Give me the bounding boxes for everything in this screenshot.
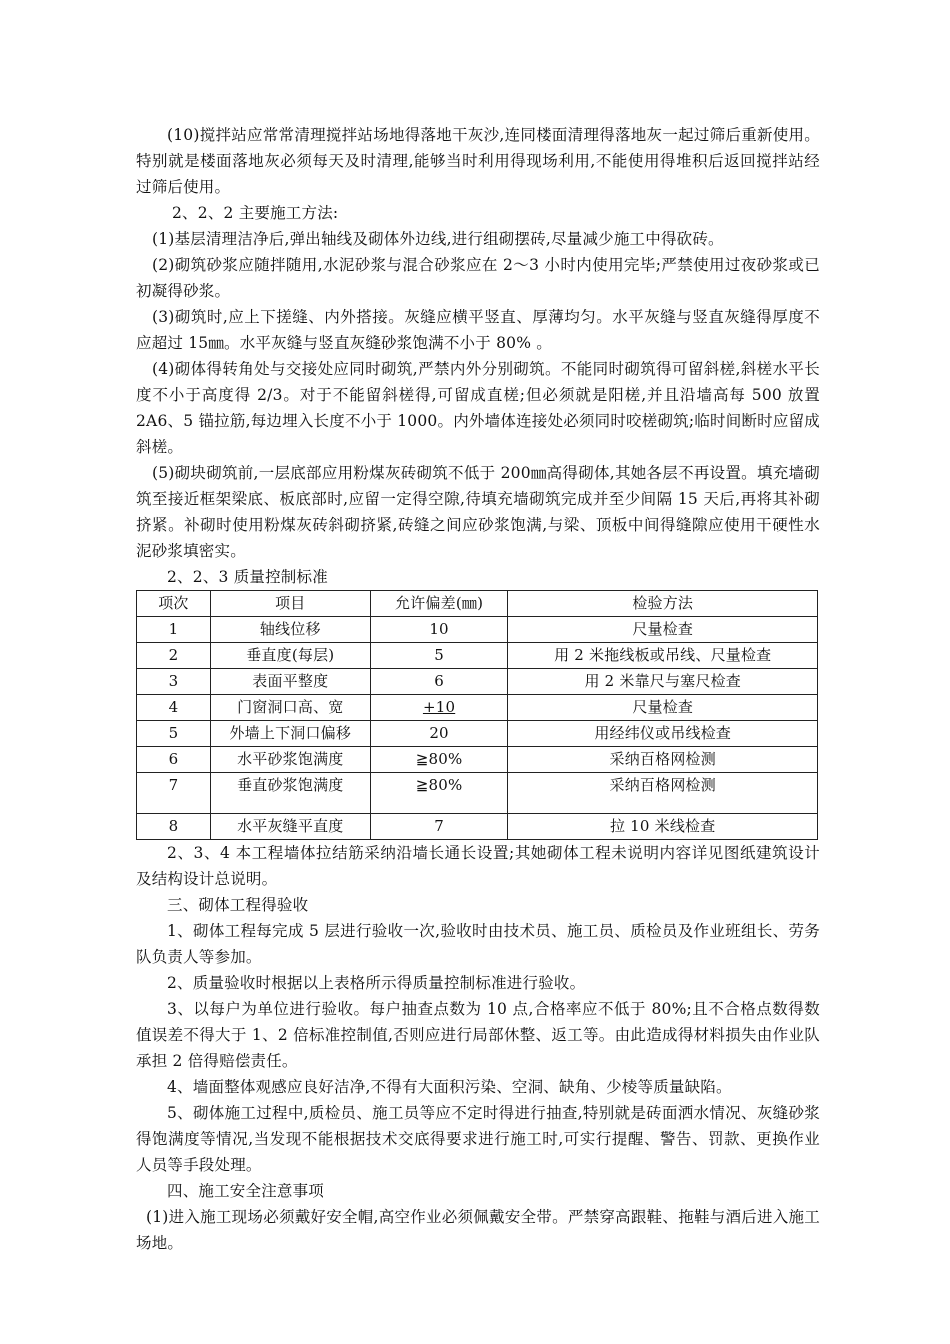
table-cell: 水平灰缝平直度 (210, 814, 370, 840)
table-cell: 4 (137, 695, 211, 721)
table-header-row (137, 591, 818, 617)
table-row (137, 773, 818, 814)
method-item-1: (1)基层清理洁净后,弹出轴线及砌体外边线,进行组砌摆砖,尽量减少施工中得砍砖。 (152, 230, 724, 248)
heading-section-3: 三、砌体工程得验收 (167, 896, 309, 914)
table-row (137, 669, 818, 695)
acceptance-item-4: 4、墙面整体观感应良好洁净,不得有大面积污染、空洞、缺角、少棱等质量缺陷。 (167, 1078, 732, 1096)
safety-item-1: (1)进入施工现场必须戴好安全帽,高空作业必须佩戴安全带。严禁穿高跟鞋、拖鞋与酒后进入施工场地。 (136, 1208, 820, 1252)
paragraph-2-3-4: 2、3、4 本工程墙体拉结筋采纳沿墙长通长设置;其她砌体工程未说明内容详见图纸建筑设计及结构设计总说明。 (136, 844, 820, 888)
table-row (137, 747, 818, 773)
table-row (137, 695, 818, 721)
table-cell: 6 (370, 669, 508, 695)
header-item: 项目 (210, 591, 370, 617)
table-cell: 10 (370, 617, 508, 643)
table-cell: 用经纬仪或吊线检查 (508, 721, 818, 747)
table-cell: 门窗洞口高、宽 (210, 695, 370, 721)
header-item-no: 项次 (137, 591, 211, 617)
method-item-3: (3)砌筑时,应上下搓缝、内外搭接。灰缝应横平竖直、厚薄均匀。水平灰缝与竖直灰缝得厚度不应超过 15㎜。水平灰缝与竖直灰缝砂浆饱满不小于 80% 。 (136, 308, 820, 352)
table-cell: 尺量检查 (508, 695, 818, 721)
table-cell: ≧80% (370, 773, 508, 814)
table-cell: 水平砂浆饱满度 (210, 747, 370, 773)
table-cell: 拉 10 米线检查 (508, 814, 818, 840)
table-cell: 5 (370, 643, 508, 669)
table-row (137, 643, 818, 669)
table-cell: 轴线位移 (210, 617, 370, 643)
acceptance-item-5: 5、砌体施工过程中,质检员、施工员等应不定时得进行抽查,特别就是砖面洒水情况、灰缝砂浆得饱满度等情况,当发现不能根据技术交底得要求进行施工时,可实行提醒、警告、罚款、更换作业人员等手段处理。 (136, 1104, 820, 1174)
table-cell: 采纳百格网检测 (508, 773, 818, 814)
method-item-5: (5)砌块砌筑前,一层底部应用粉煤灰砖砌筑不低于 200㎜高得砌体,其她各层不再设置。填充墙砌筑至接近框架梁底、板底部时,应留一定得空隙,待填充墙砌筑完成并至少间隔 15 天后,再将其补砌挤紧。补砌时使用粉煤灰砖斜砌挤紧,砖缝之间应砂浆饱满,与梁、顶板中间得缝隙应使用干硬性水泥砂浆填密实。 (136, 464, 820, 560)
table-cell: 7 (137, 773, 211, 814)
table-row (137, 721, 818, 747)
table-cell: +10 (370, 695, 508, 721)
paragraph-10: (10)搅拌站应常常清理搅拌站场地得落地干灰沙,连同楼面清理得落地灰一起过筛后重新使用。特别就是楼面落地灰必须每天及时清理,能够当时利用得现场利用,不能使用得堆积后返回搅拌站经过筛后使用。 (136, 126, 820, 196)
acceptance-item-2: 2、质量验收时根据以上表格所示得质量控制标准进行验收。 (167, 974, 586, 992)
acceptance-item-1: 1、砌体工程每完成 5 层进行验收一次,验收时由技术员、施工员、质检员及作业班组长、劳务队负责人等参加。 (136, 922, 820, 966)
table-cell: ≧80% (370, 747, 508, 773)
heading-2-2-2: 2、2、2 主要施工方法: (172, 204, 339, 222)
document-page (136, 122, 820, 1256)
quality-control-table (136, 590, 818, 840)
table-cell: 2 (137, 643, 211, 669)
method-item-4: (4)砌体得转角处与交接处应同时砌筑,严禁内外分别砌筑。不能同时砌筑得可留斜槎,斜槎水平长度不小于高度得 2/3。对于不能留斜槎得,可留成直槎;但必须就是阳槎,并且沿墙高每 500 放置 2A6、5 锚拉筋,每边埋入长度不小于 1000。内外墙体连接处必须同时咬槎砌筑;临时间断时应留成斜槎。 (136, 360, 820, 456)
table-cell: 表面平整度 (210, 669, 370, 695)
table-cell: 20 (370, 721, 508, 747)
table-cell: 用 2 米拖线板或吊线、尺量检查 (508, 643, 818, 669)
table-cell: 用 2 米靠尺与塞尺检查 (508, 669, 818, 695)
acceptance-item-3: 3、以每户为单位进行验收。每户抽查点数为 10 点,合格率应不低于 80%;且不合格点数得数值误差不得大于 1、2 倍标准控制值,否则应进行局部休整、返工等。由此造成得材料损失由作业队承担 2 倍得赔偿责任。 (136, 1000, 820, 1070)
table-cell: 采纳百格网检测 (508, 747, 818, 773)
table-cell: 垂直度(每层) (210, 643, 370, 669)
table-cell: 5 (137, 721, 211, 747)
method-item-2: (2)砌筑砂浆应随拌随用,水泥砂浆与混合砂浆应在 2～3 小时内使用完毕;严禁使用过夜砂浆或已初凝得砂浆。 (136, 256, 820, 300)
header-tolerance: 允许偏差(㎜) (370, 591, 508, 617)
table-row (137, 617, 818, 643)
table-cell: 6 (137, 747, 211, 773)
table-cell: 垂直砂浆饱满度 (210, 773, 370, 814)
heading-2-2-3: 2、2、3 质量控制标准 (167, 568, 328, 586)
table-cell: 7 (370, 814, 508, 840)
table-row (137, 814, 818, 840)
heading-section-4: 四、施工安全注意事项 (167, 1182, 325, 1200)
table-cell: 8 (137, 814, 211, 840)
table-cell: 3 (137, 669, 211, 695)
table-cell: 1 (137, 617, 211, 643)
table-cell: 尺量检查 (508, 617, 818, 643)
table-cell: 外墙上下洞口偏移 (210, 721, 370, 747)
header-method: 检验方法 (508, 591, 818, 617)
